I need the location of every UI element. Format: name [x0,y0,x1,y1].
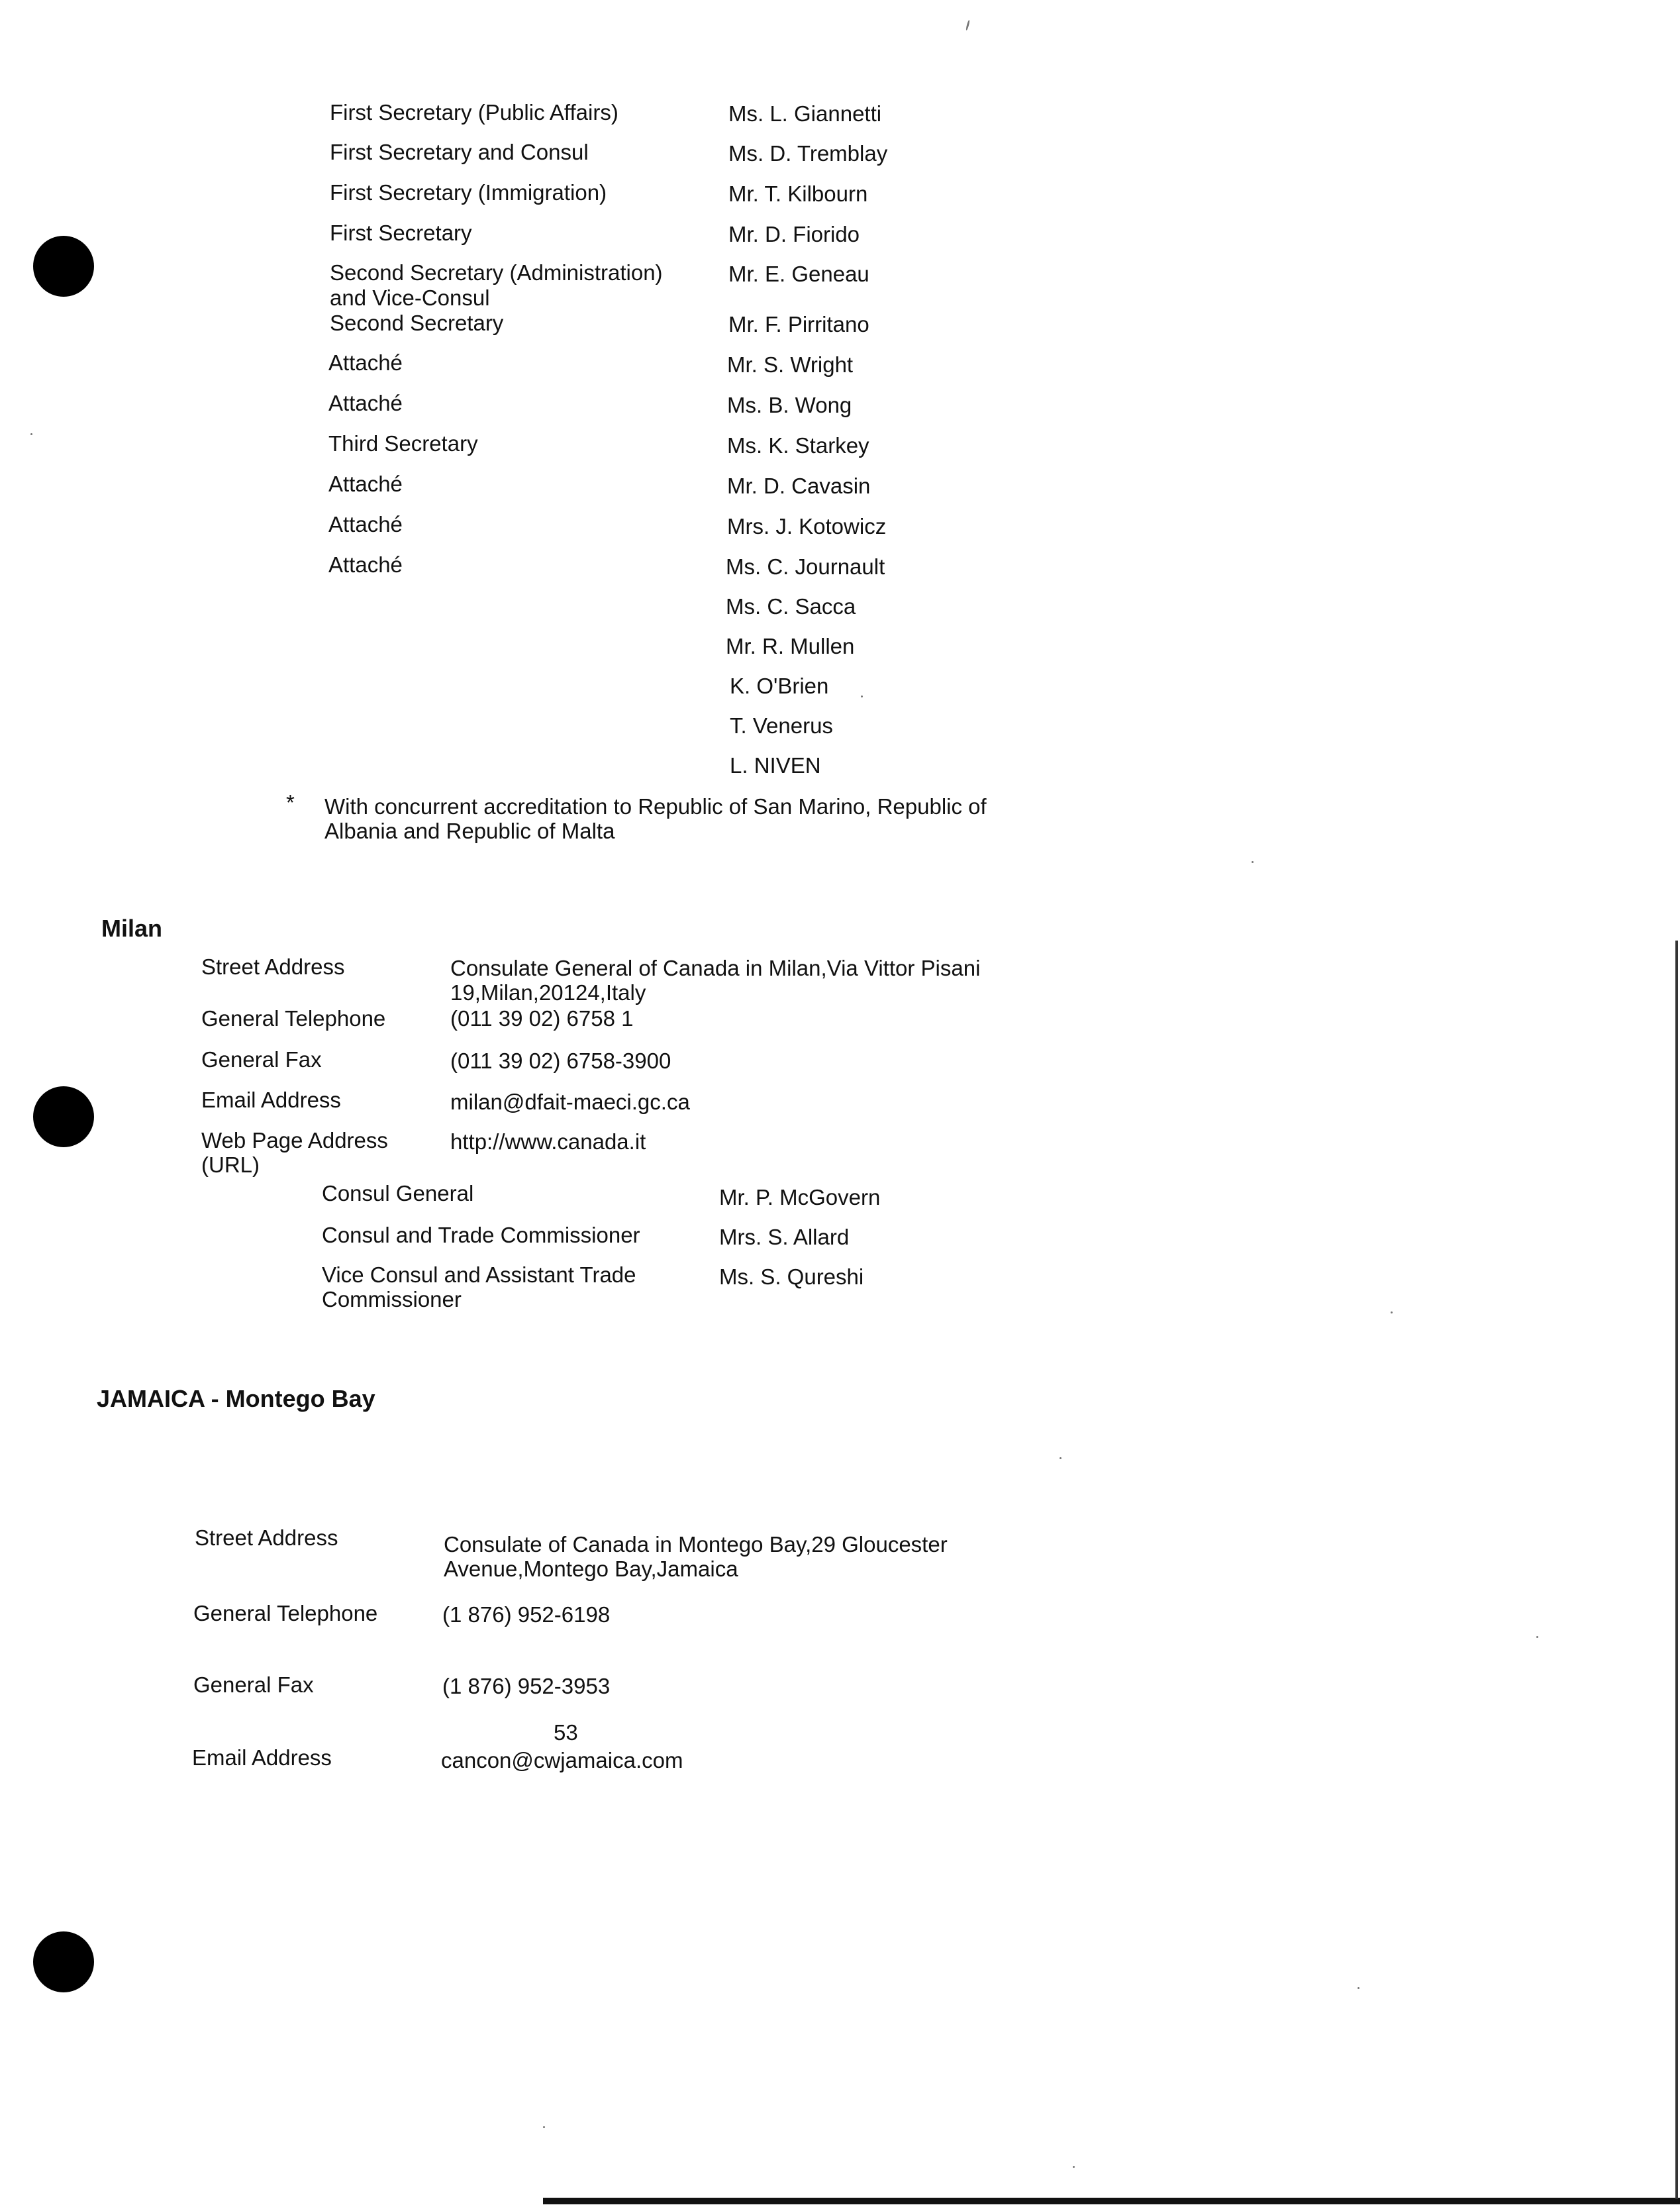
scan-speck [543,2126,545,2128]
staff-name: K. O'Brien [730,674,829,698]
fax-value: (1 876) 952-3953 [442,1674,611,1698]
staff-title: First Secretary (Public Affairs) [330,100,618,125]
staff-title: Attaché [328,472,403,496]
staff-name: Mr. P. McGovern [719,1185,881,1209]
staff-name: Mr. T. Kilbourn [728,181,868,206]
staff-name: Ms. C. Journault [726,554,885,579]
field-label: Street Address [201,954,345,979]
field-label: General Fax [201,1047,322,1072]
staff-title: Attaché [328,512,403,537]
punch-hole-bottom [33,1931,94,1992]
scan-edge-bottom [543,2198,1680,2204]
staff-title: Consul General [322,1181,474,1205]
staff-name: Mr. R. Mullen [726,634,855,658]
staff-title: Attaché [328,391,403,415]
staff-name: Ms. D. Tremblay [728,141,888,166]
staff-name: Ms. S. Qureshi [719,1264,864,1289]
field-label: General Fax [193,1672,314,1697]
scan-speck [1358,1987,1359,1989]
staff-name: T. Venerus [730,713,833,738]
staff-title: and Vice-Consul [330,285,490,310]
staff-title: First Secretary and Consul [330,140,589,164]
staff-name: Ms. K. Starkey [727,433,869,458]
scan-speck [1073,2166,1075,2168]
staff-title: Second Secretary (Administration) [330,260,663,285]
scan-edge-right [1675,941,1678,2199]
footnote-text: Albania and Republic of Malta [324,819,615,843]
staff-name: Ms. L. Giannetti [728,101,882,126]
staff-title: Commissioner [322,1287,462,1311]
staff-name: Mr. E. Geneau [728,262,869,286]
staff-name: Ms. C. Sacca [726,594,856,619]
field-label: (URL) [201,1153,260,1177]
email-value: cancon@cwjamaica.com [441,1748,683,1772]
punch-hole-top [33,236,94,297]
scan-speck [1391,1311,1393,1313]
staff-name: Mr. F. Pirritano [728,312,869,336]
staff-title: Attaché [328,350,403,375]
staff-name: Mr. S. Wright [727,352,854,377]
staff-title: First Secretary [330,221,472,245]
field-label: Email Address [192,1745,332,1770]
staff-title: Second Secretary [330,311,504,335]
fax-value: (011 39 02) 6758-3900 [450,1049,671,1073]
scan-speck [861,695,863,697]
street-address-value: 19,Milan,20124,Italy [450,980,646,1005]
section-heading-milan: Milan [101,915,163,942]
staff-title: Third Secretary [328,431,478,456]
staff-title: Attaché [328,552,403,577]
email-value: milan@dfait-maeci.gc.ca [450,1090,690,1114]
staff-title: Consul and Trade Commissioner [322,1223,640,1247]
scan-speck [965,20,970,30]
footnote-marker: * [286,790,295,815]
telephone-value: (011 39 02) 6758 1 [450,1006,634,1031]
staff-name: Mr. D. Fiorido [728,222,860,246]
staff-name: L. NIVEN [730,753,821,778]
field-label: General Telephone [193,1601,378,1625]
staff-name: Mrs. J. Kotowicz [727,514,887,538]
scan-speck [1536,1636,1538,1638]
staff-title: First Secretary (Immigration) [330,180,607,205]
section-heading-jamaica: JAMAICA - Montego Bay [97,1385,375,1412]
web-address-value: http://www.canada.it [450,1129,646,1154]
staff-title: Vice Consul and Assistant Trade [322,1262,636,1287]
scan-speck [1060,1457,1062,1459]
field-label: Email Address [201,1088,341,1112]
field-label: Web Page Address [201,1128,388,1153]
street-address-value: Avenue,Montego Bay,Jamaica [444,1557,738,1581]
scan-speck [1252,861,1254,863]
field-label: General Telephone [201,1006,386,1031]
scan-speck [30,433,32,435]
staff-name: Mrs. S. Allard [719,1225,850,1249]
street-address-value: Consulate of Canada in Montego Bay,29 Gloucester [444,1532,948,1557]
staff-name: Ms. B. Wong [727,393,852,417]
field-label: Street Address [195,1525,338,1550]
street-address-value: Consulate General of Canada in Milan,Via Vittor Pisani [450,956,981,980]
staff-name: Mr. D. Cavasin [727,474,871,498]
page-number: 53 [554,1720,578,1745]
punch-hole-middle [33,1086,94,1147]
footnote-text: With concurrent accreditation to Republic of San Marino, Republic of [324,794,987,819]
telephone-value: (1 876) 952-6198 [442,1602,611,1627]
